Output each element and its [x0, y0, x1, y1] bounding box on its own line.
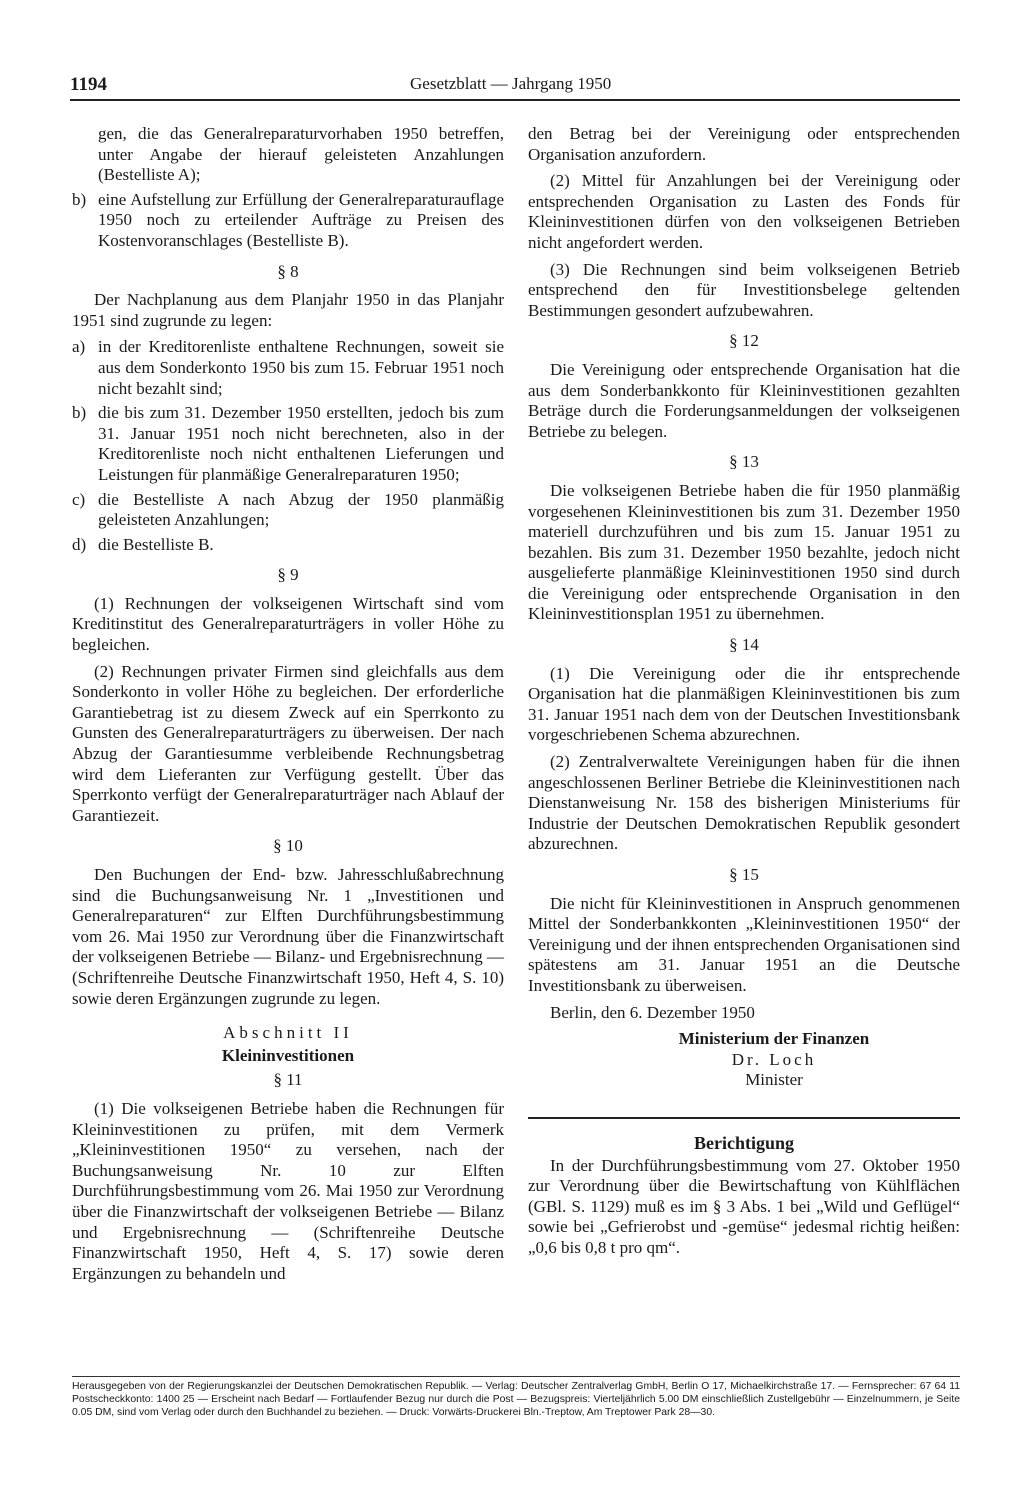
paragraph: (1) Die volkseigenen Betriebe haben die Rechnungen für Kleininvestitionen zu prüfen, mit dem Vermerk „Kleininvestitionen 1950“ zu versehen, nach der Buchungsanweisung Nr. 10 zur Elften Durchführungsbestimmung vom 26. Mai 1950 zur Verordnung über die Finanzwirtschaft der volkseigenen Betriebe — Bilanz und Ergebnisrechnung — (Schriftenreihe Deutsche Finanzwirtschaft 1950, Heft 4, S. 17) sowie deren Ergänzungen zu behandeln und [72, 1098, 504, 1283]
running-header: Gesetzblatt — Jahrgang 1950 [410, 74, 612, 93]
chapter-title: Abschnitt II [223, 1023, 353, 1043]
list-item [72, 190, 504, 252]
section-heading: § 13 [729, 452, 759, 472]
chapter-subtitle: Kleininvestitionen [221, 1045, 355, 1065]
paragraph: Die nicht für Kleininvestitionen in Anspruch genommenen Mittel der Sonderbankkonten „Kleininvestitionen 1950“ der Vereinigung und der ihnen entsprechenden Organisationen sind spätestens am 31. Januar 1951 an die Deutsche Investitionsbank zu überweisen. [528, 893, 960, 995]
list-item [72, 124, 504, 186]
paragraph: (3) Die Rechnungen sind beim volkseigenen Betrieb entsprechend den für Investitionsbelege geltenden Bestimmungen gesondert aufzubewahren. [528, 259, 960, 320]
section-heading: § 11 [273, 1070, 303, 1090]
left-column [72, 124, 504, 1290]
item-label: d) [72, 534, 87, 554]
paragraph: (2) Rechnungen privater Firmen sind gleichfalls aus dem Sonderkonto in voller Höhe zu begleichen. Der erforderliche Garantiebetrag ist zu diesem Zweck auf ein Sperrkonto zu Gunsten des Generalreparaturträgers zu überweisen. Der nach Abzug der Garantiesumme verbleibende Rechnungsbetrag wird dem Lieferanten zur Verfügung gestellt. Über das Sperrkonto verfügt der Generalreparaturträger nach Ablauf der Garantiezeit. [72, 661, 504, 825]
list-item [72, 403, 504, 485]
paragraph: Die volkseigenen Betriebe haben die für 1950 planmäßig vorgesehenen Kleininvestitionen bis zum 31. Dezember 1950 materiell durchzuführen und bis zum 15. Januar 1951 zu bezahlen. Bis zum 31. Dezember 1950 bezahlte, jedoch nicht ausgelieferte planmäßige Kleininvestitionen 1950 sind durch die Vereinigung oder entsprechende Organisation in den Kleininvestitionsplan 1951 zu übernehmen. [528, 480, 960, 624]
signature-name: Dr. Loch [731, 1049, 817, 1069]
paragraph: (2) Mittel für Anzahlungen bei der Vereinigung oder entsprechenden Organisation zu Lasten des Fonds für Kleininvestitionen dürfen von den volkseigenen Betrieben nicht angefordert werden. [528, 171, 960, 252]
paragraph: Die Vereinigung oder entsprechende Organisation hat die aus dem Sonderbankkonto für Kleininvestitionen gezahlten Beträge durch die Forderungsanmeldungen der volkseigenen Betriebe zu belegen. [528, 359, 960, 441]
paragraph: Der Nachplanung aus dem Planjahr 1950 in das Planjahr 1951 sind zugrunde zu legen: [72, 290, 504, 330]
dateline: Berlin, den 6. Dezember 1950 [550, 1002, 755, 1022]
header-rule [70, 99, 960, 101]
paragraph: den Betrag bei der Vereinigung oder entsprechenden Organisation anzufordern. [528, 124, 960, 164]
correction-text: In der Durchführungsbestimmung vom 27. Oktober 1950 zur Verordnung über die Bewirtschaftung von Kühlflächen (GBl. S. 1129) muß es im § 3 Abs. 1 bei „Wild und Geflügel“ sowie bei „Gefrierobst und -gemüse“ jedesmal richtig heißen: „0,6 bis 0,8 t pro qm“. [528, 1155, 960, 1257]
paragraph: (1) Rechnungen der volkseigenen Wirtschaft sind vom Kreditinstitut des Generalreparaturträgers in voller Höhe zu begleichen. [72, 593, 504, 655]
section-heading: § 15 [729, 865, 759, 884]
page-number: 1194 [70, 74, 107, 95]
section-heading: § 8 [277, 261, 299, 281]
signature-issuer: Ministerium der Finanzen [678, 1029, 870, 1049]
item-label: b) [72, 403, 87, 423]
list-item [72, 490, 504, 531]
section-heading: § 9 [277, 565, 299, 585]
item-label: a) [72, 337, 86, 357]
right-column [528, 124, 960, 1265]
paragraph: (2) Zentralverwaltete Vereinigungen haben für die ihnen angeschlossenen Berliner Betriebe die Kleininvestitionen nach Dienstanweisung Nr. 158 des bisherigen Ministeriums für Industrie der Deutschen Demokratischen Republik gesondert abzurechnen. [528, 752, 960, 854]
list-item [72, 337, 504, 399]
paragraph: Den Buchungen der End- bzw. Jahresschlußabrechnung sind die Buchungsanweisung Nr. 1 „Investitionen und Generalreparaturen“ zur Elften Durchführungsbestimmung vom 26. Mai 1950 zur Verordnung über die Finanzwirtschaft der volkseigenen Betriebe — Bilanz- und Ergebnisrechnung — (Schriftenreihe Deutsche Finanzwirtschaft 1950, Heft 4, S. 10) sowie deren Ergänzungen zugrunde zu legen. [72, 865, 504, 1008]
item-text: die Bestelliste A nach Abzug der 1950 planmäßig geleisteten Anzahlungen; [98, 489, 504, 530]
footer-rule [72, 1376, 960, 1377]
imprint-footer: Herausgegeben von der Regierungskanzlei der Deutschen Demokratischen Republik. — Verlag: Deutscher Zentralverlag GmbH, Berlin O 17, Michaelkirchstraße 17. — Fernsprecher: 67 64 11 Postscheckkonto: 1400 25 — Erscheint nach Bedarf — Fortlaufender Bezug nur durch die Post — Bezugspreis: Vierteljährlich 5.00 DM einschließlich Zustellgebühr — Einzelnummern, je Seite 0.05 DM, sind vom Verlag oder durch den Buchhandel zu beziehen. — Druck: Vorwärts-Druckerei Bln.-Treptow, Am Treptower Park 28—30. [72, 1381, 960, 1418]
item-label: c) [72, 489, 86, 509]
section-heading: § 12 [729, 331, 759, 351]
section-heading: § 14 [729, 635, 759, 655]
signature-role: Minister [745, 1070, 803, 1090]
item-text: die Bestelliste B. [98, 534, 214, 554]
item-text: die bis zum 31. Dezember 1950 erstellten, jedoch bis zum 31. Januar 1951 noch nicht berechneten, also in der Kreditorenliste noch nicht enthaltenen Lieferungen und Leistungen für planmäßige Generalreparaturen 1950; [98, 403, 504, 484]
item-text: eine Aufstellung zur Erfüllung der Generalreparaturauflage 1950 noch zu erteilender Aufträge zu Preisen des Kostenvoranschlages (Bestelliste B). [98, 189, 504, 250]
item-label: b) [72, 189, 87, 209]
paragraph: (1) Die Vereinigung oder die ihr entsprechende Organisation hat die planmäßigen Kleininvestitionen bis zum 31. Januar 1951 nach dem von der Deutschen Investitionsbank vorgeschriebenen Schema abzurechnen. [528, 663, 960, 745]
list-item [72, 535, 504, 556]
item-a-continuation: gen, die das Generalreparaturvorhaben 1950 betreffen, unter Angabe der hierauf geleisteten Anzahlungen (Bestelliste A); [98, 124, 504, 185]
item-text: in der Kreditorenliste enthaltene Rechnungen, soweit sie aus dem Sonderkonto 1950 bis zum 15. Februar 1951 noch nicht bezahlt sind; [98, 337, 504, 398]
correction-title: Berichtigung [693, 1132, 794, 1153]
section-heading: § 10 [273, 836, 303, 856]
divider [528, 1117, 960, 1119]
